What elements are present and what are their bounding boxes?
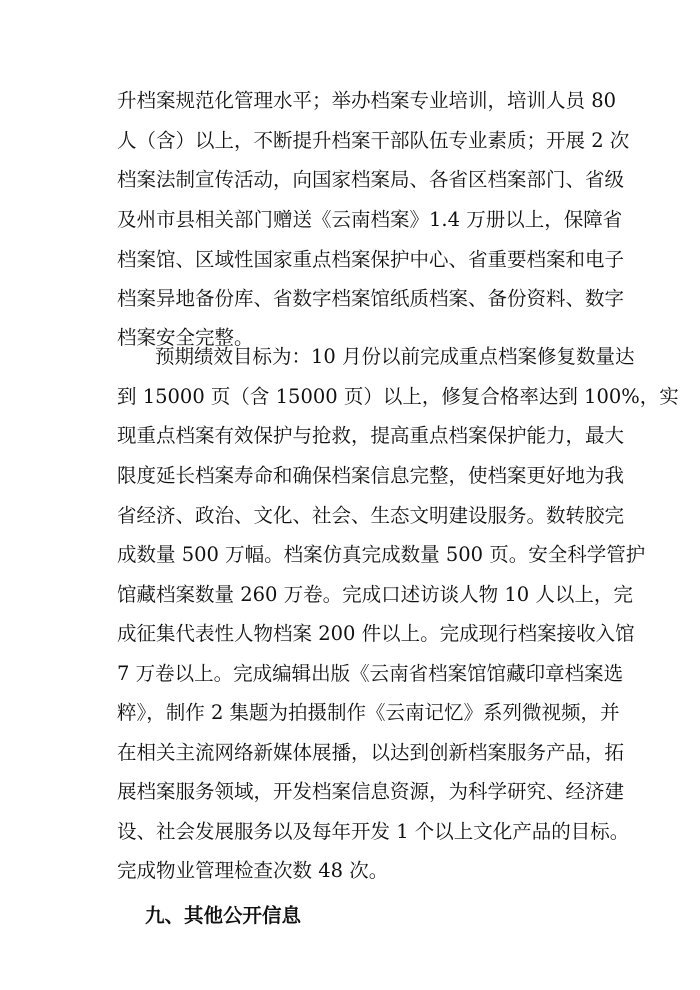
paragraph-2-line-14: 完成物业管理检查次数 48 次。 [117,859,389,882]
paragraph-2-line-9: 7 万卷以上。完成编辑出版《云南省档案馆馆藏印章档案选 [117,662,624,685]
paragraph-2-line-8: 成征集代表性人物档案 200 件以上。完成现行档案接收入馆 [117,622,635,645]
paragraph-1-line-2: 人（含）以上，不断提升档案干部队伍专业素质；开展 2 次 [117,129,630,152]
paragraph-2-line-5: 省经济、政治、文化、社会、生态文明建设服务。数转胶完 [117,504,625,527]
paragraph-1-line-3: 档案法制宣传活动，向国家档案局、各省区档案部门、省级 [117,168,625,191]
paragraph-1-line-7: 档案安全完整。 [117,326,254,349]
paragraph-1-line-1: 升档案规范化管理水平；举办档案专业培训，培训人员 80 [117,89,617,112]
paragraph-2-line-3: 现重点档案有效保护与抢救，提高重点档案保护能力，最大 [117,424,625,447]
section-heading: 九、其他公开信息 [145,904,302,927]
paragraph-2-line-2: 到 15000 页（含 15000 页）以上，修复合格率达到 100%，实 [117,385,679,408]
paragraph-1-line-6: 档案异地备份库、省数字档案馆纸质档案、备份资料、数字 [117,287,625,310]
paragraph-2-line-13: 设、社会发展服务以及每年开发 1 个以上文化产品的目标。 [117,820,630,843]
paragraph-1-line-4: 及州市县相关部门赠送《云南档案》1.4 万册以上，保障省 [117,208,623,231]
paragraph-2-line-7: 馆藏档案数量 260 万卷。完成口述访谈人物 10 人以上，完 [117,583,633,606]
paragraph-2-line-11: 在相关主流网络新媒体展播，以达到创新档案服务产品，拓 [117,741,625,764]
paragraph-2-line-12: 展档案服务领域，开发档案信息资源，为科学研究、经济建 [117,780,625,803]
paragraph-2-line-6: 成数量 500 万幅。档案仿真完成数量 500 页。安全科学管护 [117,543,646,566]
paragraph-1-line-5: 档案馆、区域性国家重点档案保护中心、省重要档案和电子 [117,248,625,271]
paragraph-2-line-4: 限度延长档案寿命和确保档案信息完整，使档案更好地为我 [117,464,625,487]
paragraph-2-line-1: 预期绩效目标为：10 月份以前完成重点档案修复数量达 [155,345,635,368]
paragraph-2-line-10: 粹》，制作 2 集题为拍摄制作《云南记忆》系列微视频，并 [117,701,620,724]
